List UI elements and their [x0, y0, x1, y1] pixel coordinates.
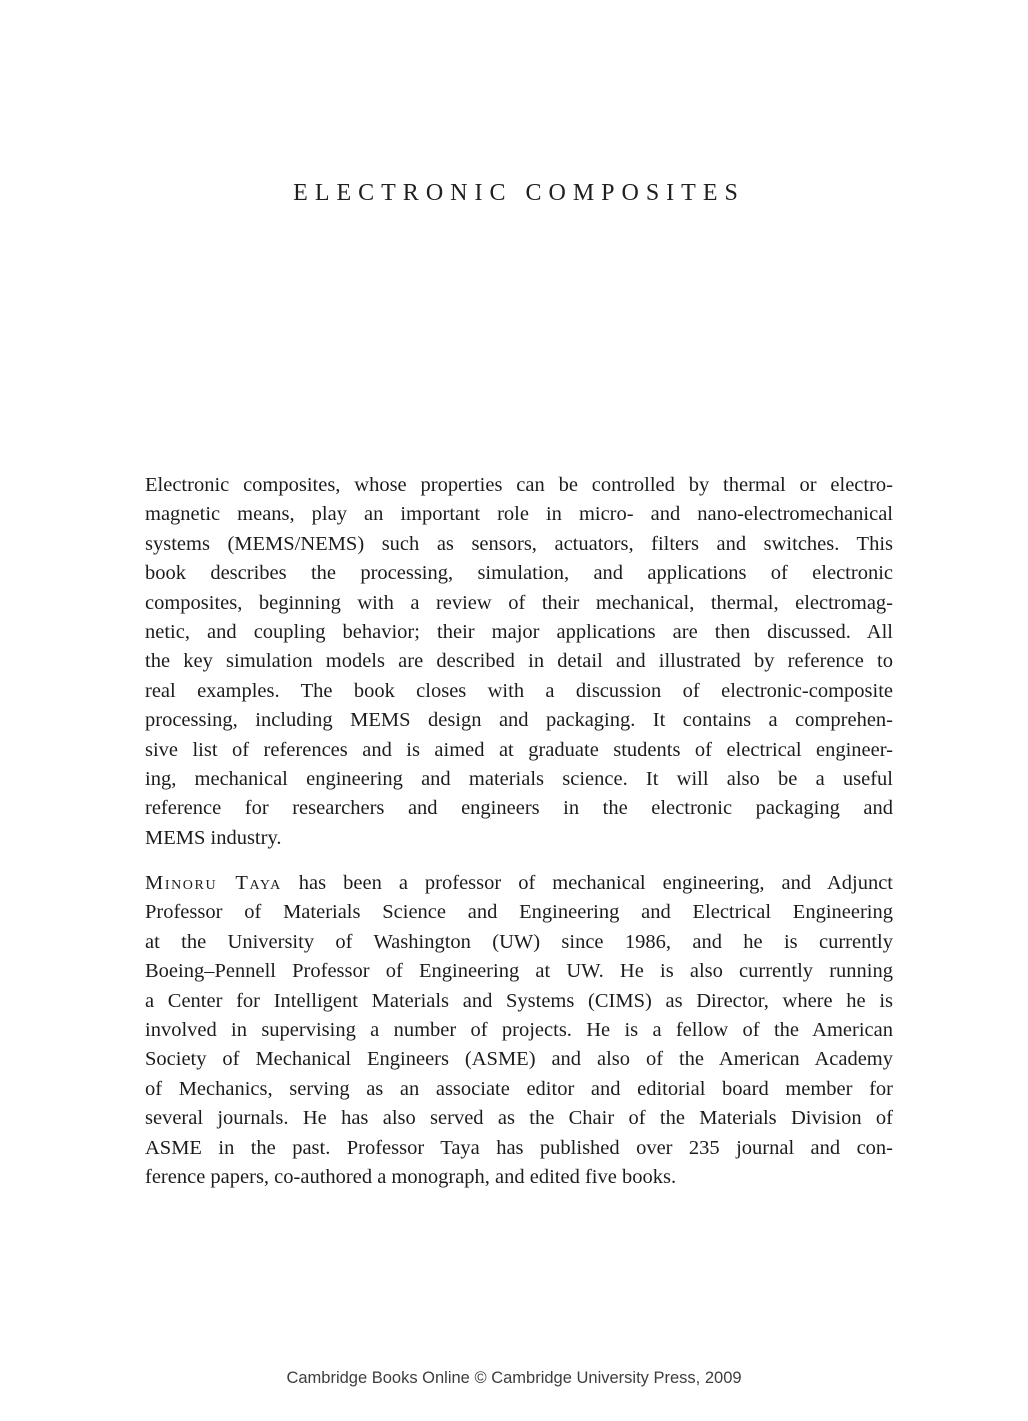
- text-line: ference papers, co-authored a monograph, and edited five books.: [145, 1165, 677, 1188]
- body-text-block: [145, 471, 893, 1192]
- text-line: systems (MEMS/NEMS) such as sensors, actuators, filters and switches. This: [145, 532, 893, 555]
- text-line: real examples. The book closes with a discussion of electronic-composite: [145, 679, 893, 702]
- text-line: several journals. He has also served as the Chair of the Materials Division of: [145, 1107, 893, 1130]
- text-line: reference for researchers and engineers in the electronic packaging and: [145, 797, 893, 820]
- book-description-paragraph: [145, 471, 893, 853]
- text-line: book describes the processing, simulation, and applications of electronic: [145, 562, 893, 585]
- text-line: a Center for Intelligent Materials and Systems (CIMS) as Director, where he is: [145, 989, 893, 1012]
- bio-first-line-rest: has been a professor of mechanical engineering, and Adjunct: [281, 872, 893, 895]
- text-line: netic, and coupling behavior; their major applications are then discussed. All: [145, 620, 893, 643]
- text-line: magnetic means, play an important role in micro- and nano-electromechanical: [145, 503, 893, 526]
- author-bio-paragraph: [145, 869, 893, 1192]
- text-line: the key simulation models are described in detail and illustrated by reference to: [145, 650, 893, 673]
- text-line: ing, mechanical engineering and materials science. It will also be a useful: [145, 767, 893, 790]
- text-line: at the University of Washington (UW) since 1986, and he is currently: [145, 930, 893, 953]
- text-line: Electronic composites, whose properties can be controlled by thermal or electro-: [145, 474, 893, 496]
- text-line: [145, 869, 893, 898]
- text-line: sive list of references and is aimed at graduate students of electrical engineer-: [145, 738, 893, 761]
- book-title: ELECTRONIC COMPOSITES: [293, 180, 745, 206]
- footer-credit: Cambridge Books Online © Cambridge University Press, 2009: [286, 1369, 742, 1387]
- text-line: involved in supervising a number of projects. He is a fellow of the American: [145, 1019, 893, 1042]
- text-line: processing, including MEMS design and packaging. It contains a comprehen-: [145, 709, 893, 732]
- author-name: Minoru Taya: [145, 872, 282, 895]
- text-line: of Mechanics, serving as an associate editor and editorial board member for: [145, 1077, 893, 1100]
- text-line: Professor of Materials Science and Engineering and Electrical Engineering: [145, 901, 893, 924]
- text-line: Society of Mechanical Engineers (ASME) and also of the American Academy: [145, 1048, 893, 1071]
- text-line: ASME in the past. Professor Taya has published over 235 journal and con-: [145, 1136, 893, 1159]
- text-line: composites, beginning with a review of their mechanical, thermal, electromag-: [145, 591, 893, 614]
- text-line: MEMS industry.: [145, 826, 282, 849]
- text-line: Boeing–Pennell Professor of Engineering at UW. He is also currently running: [145, 960, 893, 983]
